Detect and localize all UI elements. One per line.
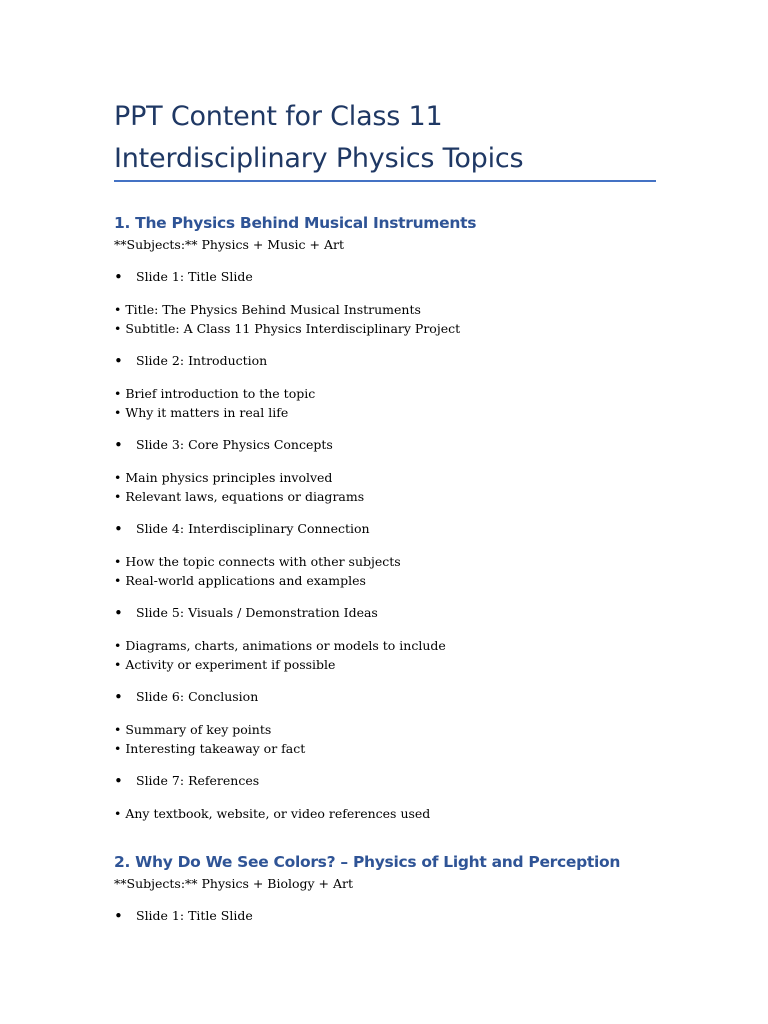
slide-label: Slide 3: Core Physics Concepts	[136, 437, 333, 452]
slide-details	[114, 804, 656, 823]
title-divider	[114, 180, 656, 182]
detail-line: • Why it matters in real life	[114, 405, 289, 420]
slide-label: Slide 4: Interdisciplinary Connection	[136, 521, 370, 536]
slide-label: Slide 7: References	[136, 773, 260, 788]
section-heading: 1. The Physics Behind Musical Instruments	[114, 214, 477, 232]
detail-line: • How the topic connects with other subjects	[114, 554, 401, 569]
bullet-icon: •	[114, 436, 123, 454]
detail-line: • Main physics principles involved	[114, 470, 333, 485]
slide-details	[114, 552, 656, 590]
slide-label: Slide 1: Title Slide	[136, 269, 253, 284]
detail-line: • Any textbook, website, or video references used	[114, 806, 431, 821]
slide-details	[114, 384, 656, 422]
detail-line: • Diagrams, charts, animations or models to include	[114, 638, 446, 653]
slide-item	[114, 520, 656, 538]
slide-item	[114, 604, 656, 622]
slide-item	[114, 688, 656, 706]
bullet-icon: •	[114, 268, 123, 286]
slide-details	[114, 300, 656, 338]
slide-label: Slide 5: Visuals / Demonstration Ideas	[136, 605, 378, 620]
detail-line: • Activity or experiment if possible	[114, 657, 336, 672]
detail-line: • Interesting takeaway or fact	[114, 741, 306, 756]
bullet-icon: •	[114, 688, 123, 706]
section-subjects: **Subjects:** Physics + Music + Art	[114, 237, 344, 252]
section-subjects: **Subjects:** Physics + Biology + Art	[114, 876, 354, 891]
detail-line: • Subtitle: A Class 11 Physics Interdisciplinary Project	[114, 321, 461, 336]
slide-item	[114, 352, 656, 370]
slide-item	[114, 907, 656, 925]
bullet-icon: •	[114, 352, 123, 370]
slide-label: Slide 6: Conclusion	[136, 689, 259, 704]
slide-label: Slide 2: Introduction	[136, 353, 268, 368]
slide-label: Slide 1: Title Slide	[136, 908, 253, 923]
detail-line: • Summary of key points	[114, 722, 272, 737]
bullet-icon: •	[114, 520, 123, 538]
slide-item	[114, 268, 656, 286]
bullet-icon: •	[114, 772, 123, 790]
slide-item	[114, 772, 656, 790]
detail-line: • Title: The Physics Behind Musical Instruments	[114, 302, 421, 317]
document-title-line-1: PPT Content for Class 11	[114, 101, 443, 132]
slide-details	[114, 636, 656, 674]
detail-line: • Real-world applications and examples	[114, 573, 366, 588]
section-heading: 2. Why Do We See Colors? – Physics of Light and Perception	[114, 853, 621, 871]
bullet-icon: •	[114, 604, 123, 622]
section-colors-light	[114, 852, 656, 925]
bullet-icon: •	[114, 907, 123, 925]
slide-item	[114, 436, 656, 454]
document-title	[114, 96, 656, 180]
slide-details	[114, 720, 656, 758]
detail-line: • Brief introduction to the topic	[114, 386, 316, 401]
document-title-line-2: Interdisciplinary Physics Topics	[114, 143, 524, 174]
section-musical-instruments	[114, 213, 656, 823]
slide-details	[114, 468, 656, 506]
detail-line: • Relevant laws, equations or diagrams	[114, 489, 365, 504]
